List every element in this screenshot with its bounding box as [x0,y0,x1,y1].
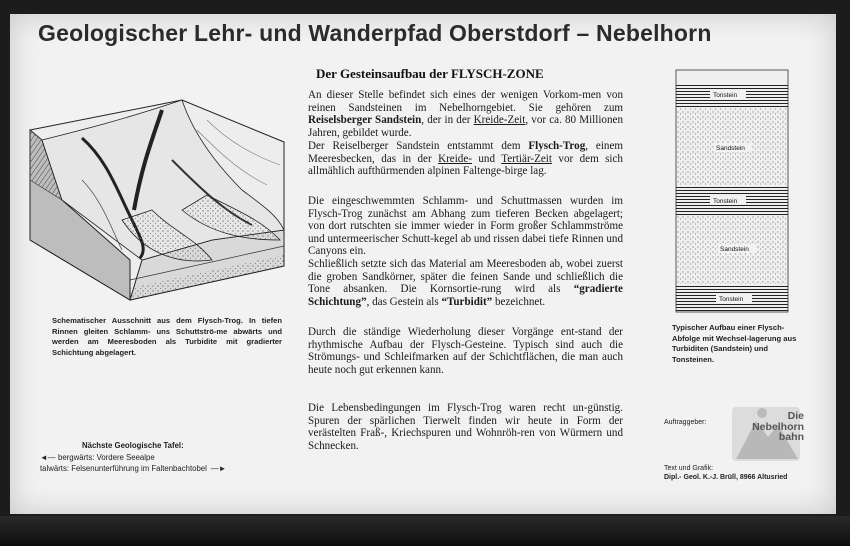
section-heading: Der Gesteinsaufbau der FLYSCH-ZONE [316,66,544,81]
nebelhornbahn-logo [726,403,806,465]
auftraggeber-label: Auftraggeber: [664,419,707,426]
paragraph-2: Der Reiselberger Sandstein entstammt dem Flysch-Trog, einem Meeresbecken, das in der Kreide- und Tertiär-Zeit vor dem sich allmählich aufthürmenden alpinen Faltenge-birge lag. [308,140,624,178]
frame-bottom-bar [0,516,850,546]
next-tafel-down: talwärts: Felsenunterführung im Faltenbachtobel —► [40,463,280,475]
text-grafik-label: Text und Grafik: [664,465,714,472]
logo-word-bahn: bahn [778,431,804,443]
paragraph-1: An dieser Stelle befindet sich eines der wenigen Vorkom-men von reinen Sandsteinen im Nebelhorngebiet. Sie gehören zum Reiselsberger Sandstein, der in der Kreide-Zeit, vor ca. 80 Millionen Jahren, gebildet wurde. [308,89,623,139]
next-tafel-title: Nächste Geologische Tafel: [82,441,184,450]
logo-word-die: Die [787,410,804,422]
next-tafel-up: ◄— bergwärts: Vordere Seealpe [40,452,155,462]
next-tafel-info [40,440,280,475]
layer-label-tonstein-2: Tonstein [713,198,738,205]
diagram-caption: Schematischer Ausschnitt aus dem Flysch-Trog. In tiefen Rinnen gleiten Schlamm- uns Schuttströ-me abwärts und werden am Meeresboden als Turbidite mit gradierter Schichtung abgelagert. [52,316,282,357]
layer-label-sandstein-1: Sandstein [716,145,745,152]
layer-label-sandstein-2: Sandstein [720,246,749,253]
sign-title: Geologischer Lehr- und Wanderpfad Oberstdorf – Nebelhorn [38,20,712,46]
paragraph-4: Schließlich setzte sich das Material am Meeresboden ab, wobei zuerst die groben Sandkörner, später die feinen Sande und schließlich die Tone absanken. Die Kornsortie-rung wird als “gradierte Schichtung”, das Gestein als “Turbidit” bezeichnet. [308,258,623,308]
layer-label-tonstein-3: Tonstein [719,296,744,303]
logo-word-nebelhorn: Nebelhorn [752,420,804,433]
paragraph-5: Durch die ständige Wiederholung dieser Vorgänge ent-stand der rhythmische Aufbau der Flysch-Gesteine. Typisch sind auch die Strömungs- und Schleifmarken auf der Schichtflächen, die man auch heute noch gut erkennen kann. [308,326,623,376]
column-caption: Typischer Aufbau einer Flysch-Abfolge mit Wechsel-lagerung aus Turbiditen (Sandstein) und Tonsteinen. [672,323,797,364]
arrow-left-icon: ◄— [40,452,56,462]
paragraph-3: Die eingeschwemmten Schlamm- und Schuttmassen wurden im Flysch-Trog zunächst am Abhang zum tieferen Becken abgelagert; von dort rutschten sie immer wieder in Form großer Schlammströme und untermeerischer Schutt-kegel ab und rissen dabei tiefe Rinnen und Canyons ein. [308,195,623,258]
author-line: Dipl.- Geol. K.-J. Brüll, 8966 Altusried [664,474,788,481]
flysch-trough-block-diagram [22,90,302,312]
flysch-sequence-column [672,66,792,316]
layer-label-tonstein-1: Tonstein [713,92,738,99]
arrow-right-icon: —► [210,464,227,473]
paragraph-6: Die Lebensbedingungen im Flysch-Trog waren recht un-günstig. Spuren der spärlichen Tierwelt finden wir heute in Form der verästelten Fraß-, Kriechspuren und Wohnröh-ren von Würmern und Schnecken. [308,402,623,452]
